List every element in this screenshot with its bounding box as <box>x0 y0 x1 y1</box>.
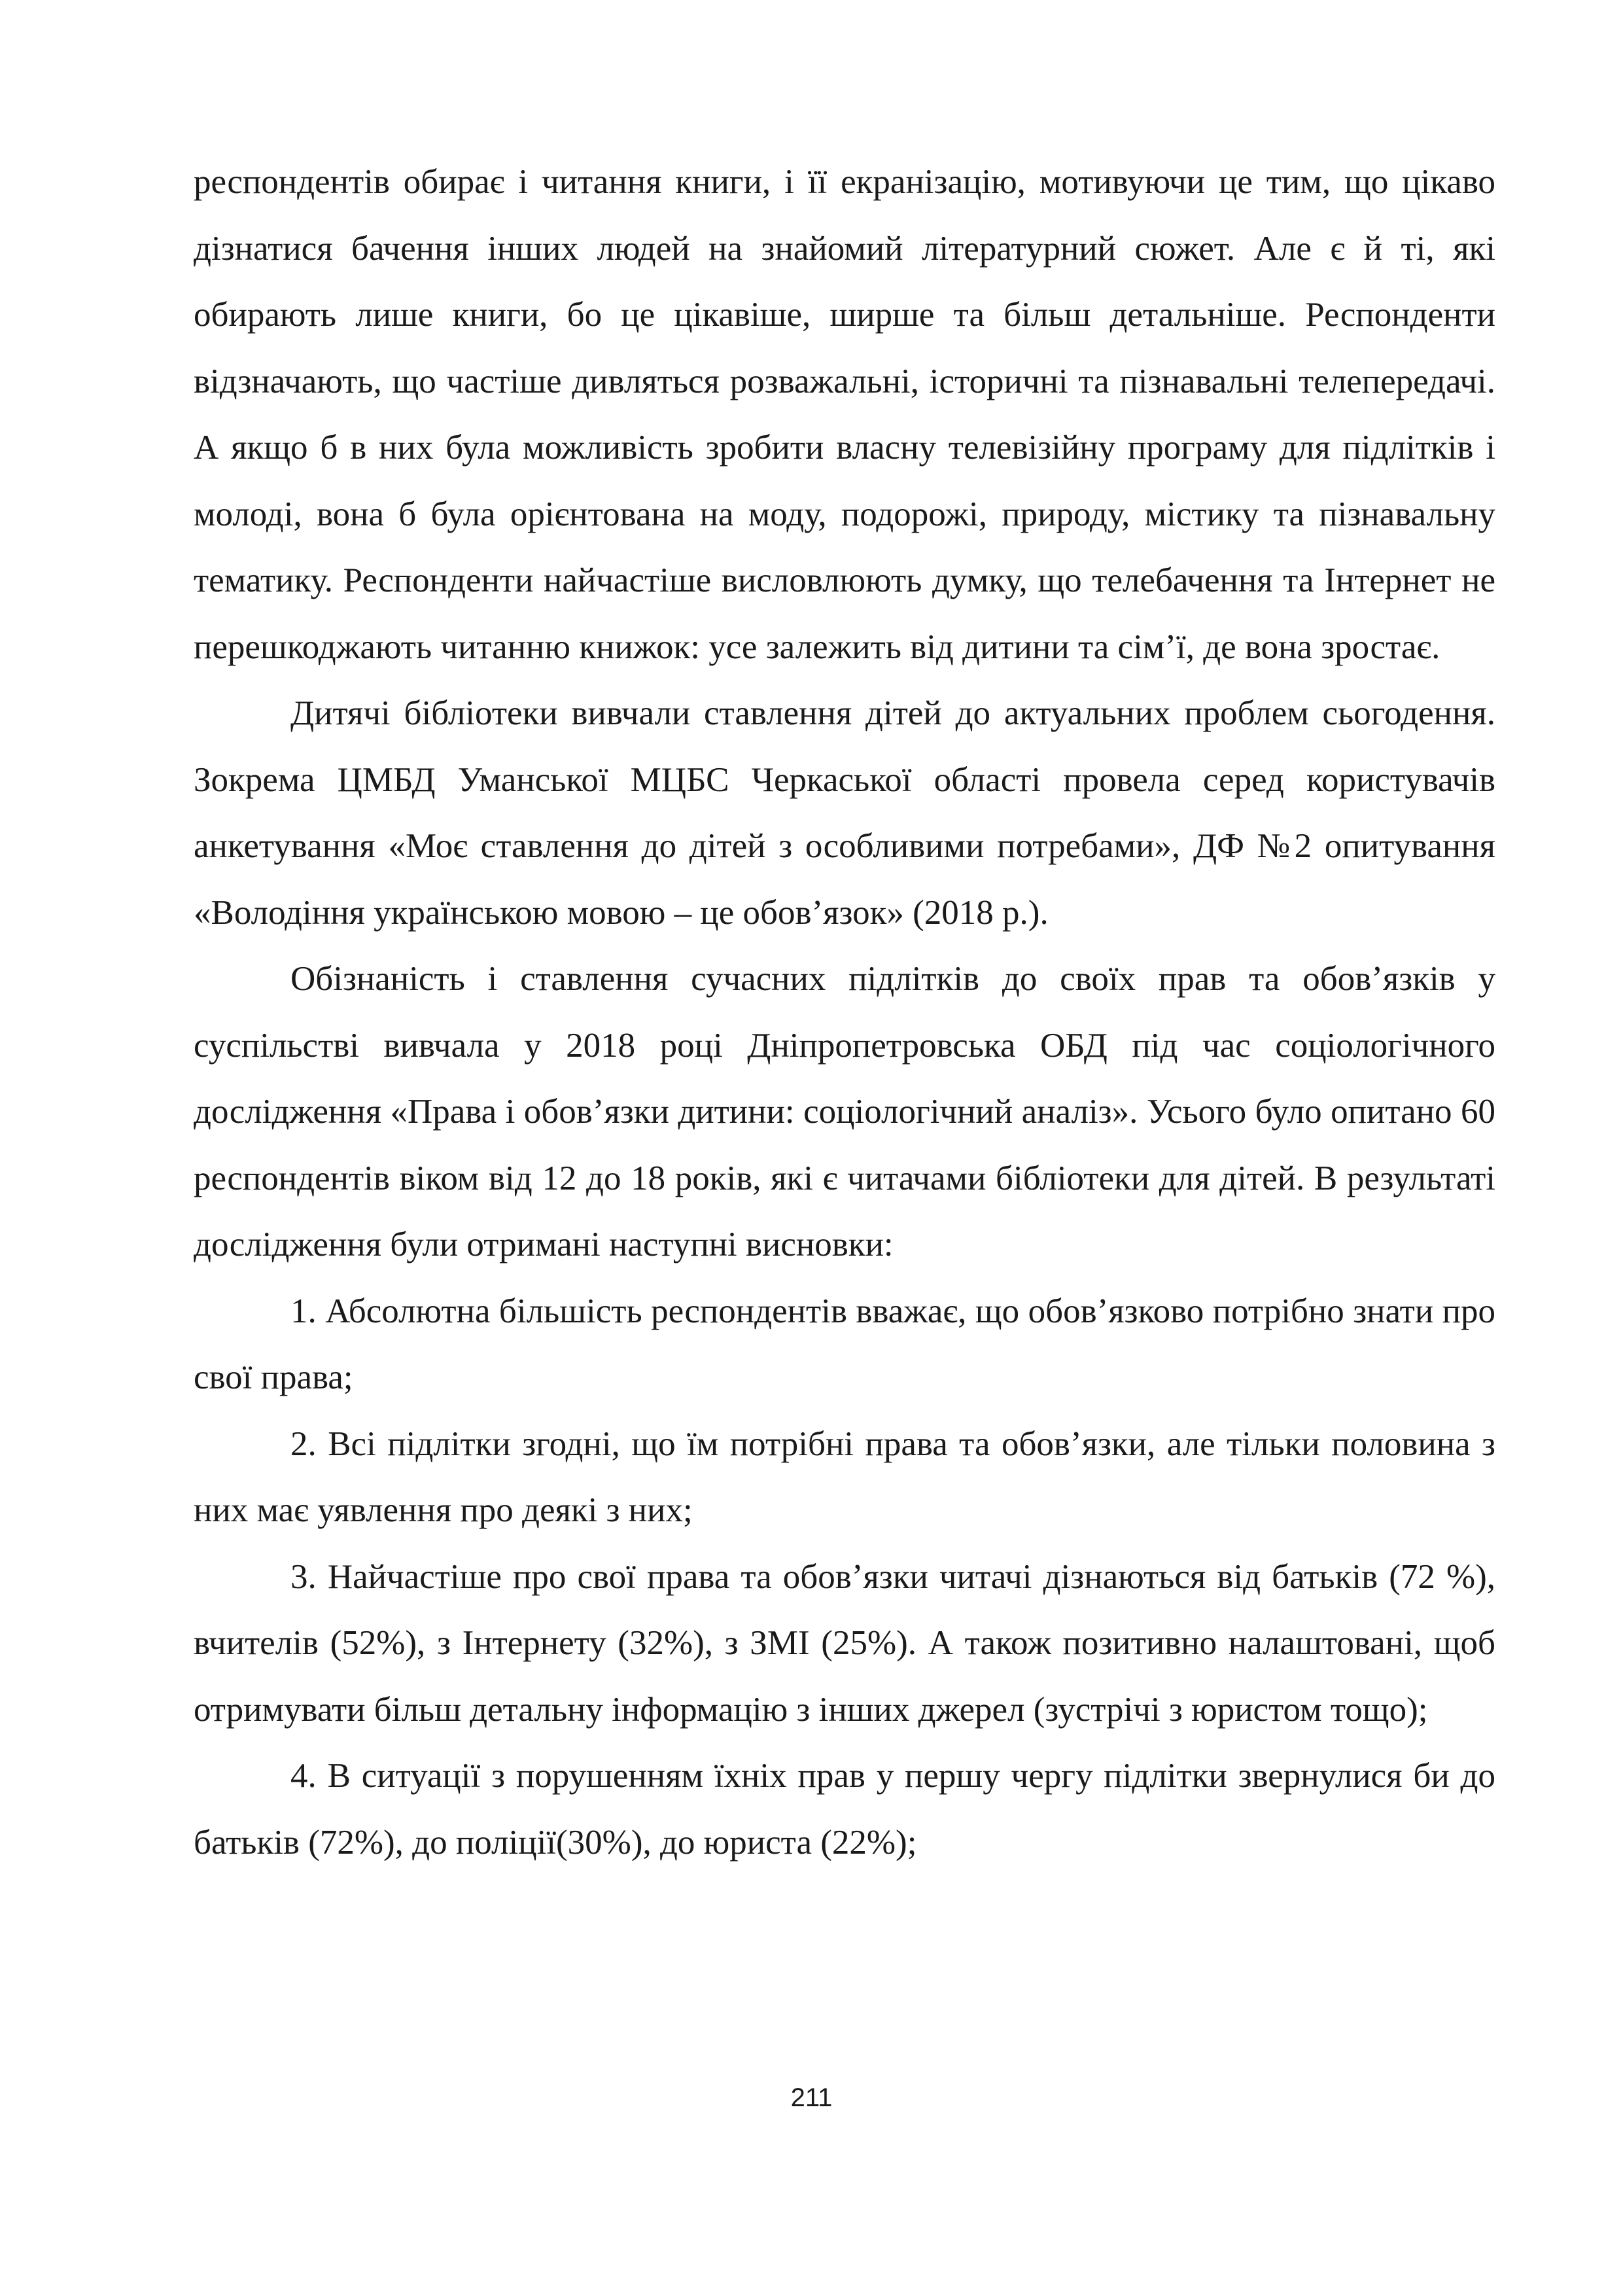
list-item-2: 2. Всі підлітки згодні, що їм потрібні права та обов’язки, але тільки половина з них має уявлення про деякі з них; <box>194 1424 1495 1529</box>
list-item-1: 1. Абсолютна більшість респондентів вважає, що обов’язково потрібно знати про свої права; <box>194 1292 1495 1396</box>
list-item-3: 3. Найчастіше про свої права та обов’язки читачі дізнаються від батьків (72 %), вчителів (52%), з Інтернету (32%), з ЗМІ (25%). А також позитивно налаштовані, щоб отримувати більш детальну інформацію з інших джерел (зустрічі з юристом тощо); <box>194 1557 1495 1729</box>
paragraph-libraries-survey: Дитячі бібліотеки вивчали ставлення дітей до актуальних проблем сьогодення. Зокрема ЦМБД Уманської МЦБС Черкаської області провела серед користувачів анкетування «Моє ставлення до дітей з особливими потребами», ДФ №2 опитування «Володіння українською мовою – це обов’язок» (2018 р.). <box>194 694 1495 932</box>
paragraph-rights-study: Обізнаність і ставлення сучасних підлітків до своїх прав та обов’язків у суспільстві вивчала у 2018 році Дніпропетровська ОБД під час соціологічного дослідження «Права і обов’язки дитини: соціологічний аналіз». Усього було опитано 60 респондентів віком від 12 до 18 років, які є читачами бібліотеки для дітей. В результаті дослідження були отримані наступні висновки: <box>194 960 1495 1263</box>
document-body <box>194 149 1495 1876</box>
list-item-4: 4. В ситуації з порушенням їхніх прав у першу чергу підлітки звернулися би до батьків (72%), до поліції(30%), до юриста (22%); <box>194 1757 1495 1862</box>
page-number: 211 <box>790 2083 833 2112</box>
paragraph-continuation: респондентів обирає і читання книги, і її екранізацію, мотивуючи це тим, що цікаво дізнатися бачення інших людей на знайомий літературний сюжет. Але є й ті, які обирають лише книги, бо це цікавіше, ширше та більш детальніше. Респонденти відзначають, що частіше дивляться розважальні, історичні та пізнавальні телепередачі. А якщо б в них була можливість зробити власну телевізійну програму для підлітків і молоді, вона б була орієнтована на моду, подорожі, природу, містику та пізнавальну тематику. Респонденти найчастіше висловлюють думку, що телебачення та Інтернет не перешкоджають читанню книжок: усе залежить від дитини та сім’ї, де вона зростає. <box>194 163 1495 666</box>
